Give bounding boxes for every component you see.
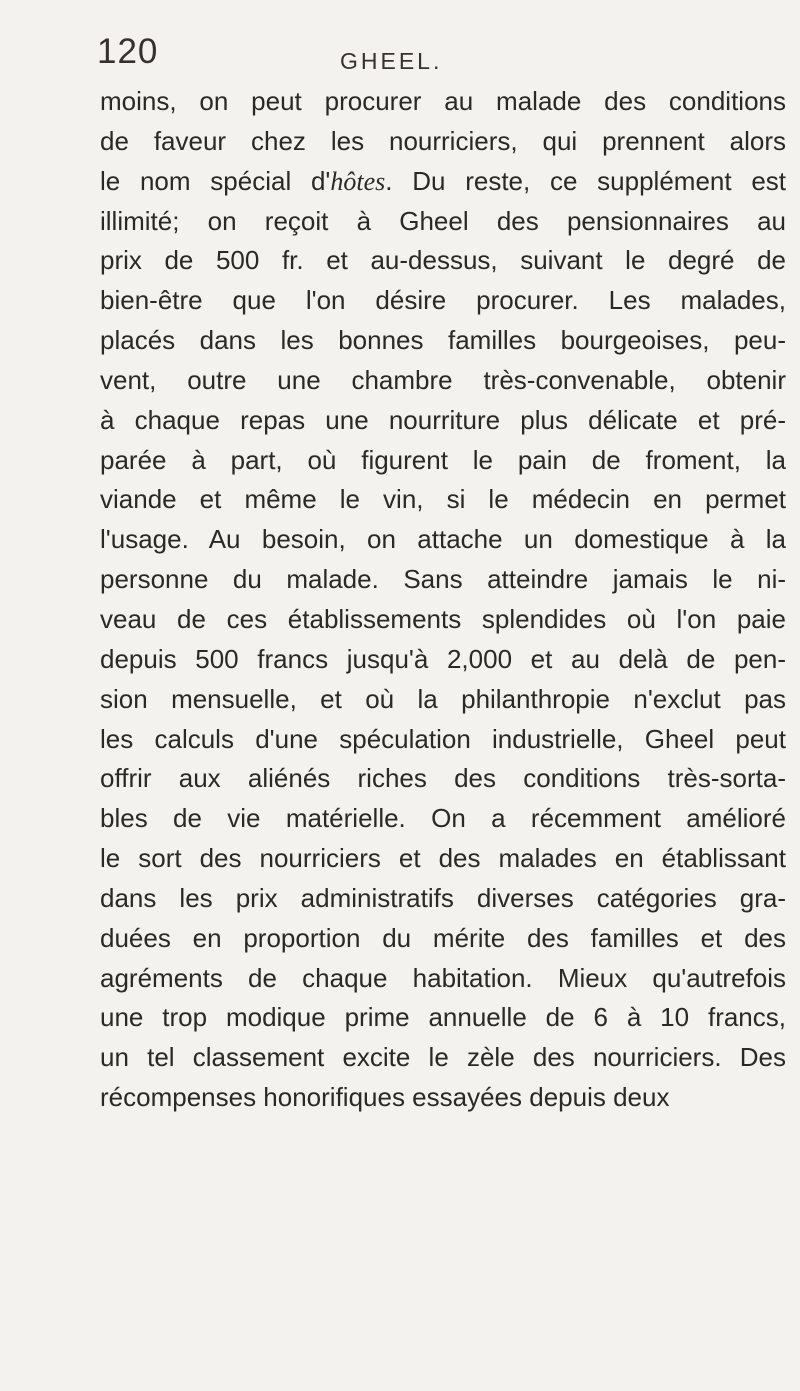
text-segment: . Du reste, ce supplément est	[385, 165, 787, 196]
text-line: une trop modique prime annuelle de 6 à 10 francs,	[100, 1002, 786, 1033]
text-line: personne du malade. Sans atteindre jamais le ni-	[100, 564, 786, 595]
text-line: viande et même le vin, si le médecin en permet	[100, 484, 786, 515]
body-text	[100, 82, 786, 1118]
text-line: récompenses honorifiques essayées depuis deux	[100, 1082, 670, 1113]
text-line: de faveur chez les nourriciers, qui prennent alors	[100, 125, 786, 156]
page-number: 120	[97, 32, 159, 71]
text-line: dans les prix administratifs diverses catégories gra-	[100, 882, 786, 913]
text-line: depuis 500 francs jusqu'à 2,000 et au delà de pen-	[100, 643, 786, 674]
text-line: offrir aux aliénés riches des conditions très-sorta-	[100, 763, 786, 794]
text-line: illimité; on reçoit à Gheel des pensionnaires au	[100, 205, 786, 236]
text-line: sion mensuelle, et où la philanthropie n'exclut pas	[100, 683, 786, 714]
text-line: un tel classement excite le zèle des nourriciers. Des	[100, 1042, 786, 1073]
text-line	[100, 162, 786, 202]
italic-term: hôtes	[330, 166, 386, 196]
text-line: bien-être que l'on désire procurer. Les malades,	[100, 285, 786, 316]
text-line: bles de vie matérielle. On a récemment amélioré	[100, 803, 786, 834]
running-head	[97, 32, 787, 80]
text-line: prix de 500 fr. et au-dessus, suivant le degré de	[100, 245, 786, 276]
text-line: à chaque repas une nourriture plus délicate et pré-	[100, 404, 786, 435]
text-line: les calculs d'une spéculation industrielle, Gheel peut	[100, 723, 786, 754]
text-line: veau de ces établissements splendides où l'on paie	[100, 603, 786, 634]
text-line: placés dans les bonnes familles bourgeoises, peu-	[100, 325, 786, 356]
text-line: le sort des nourriciers et des malades en établissant	[100, 843, 786, 874]
text-line: parée à part, où figurent le pain de froment, la	[100, 444, 786, 475]
text-segment: le nom spécial d'	[100, 165, 331, 196]
text-line: l'usage. Au besoin, on attache un domestique à la	[100, 524, 786, 555]
text-line: moins, on peut procurer au malade des conditions	[100, 86, 786, 116]
text-line: vent, outre une chambre très-convenable, obtenir	[100, 364, 786, 395]
text-line: agréments de chaque habitation. Mieux qu'autrefois	[100, 962, 786, 993]
running-title: GHEEL.	[340, 48, 443, 74]
text-line: duées en proportion du mérite des familles et des	[100, 922, 786, 953]
